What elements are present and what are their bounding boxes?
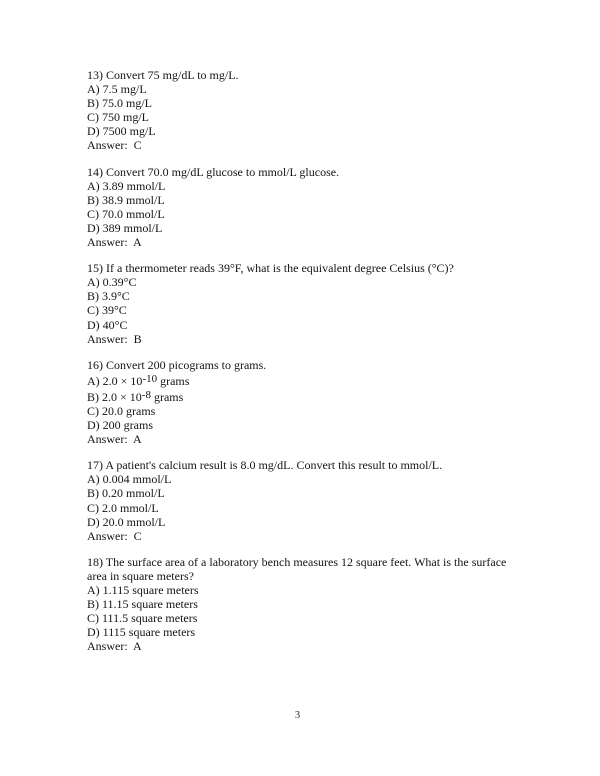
question-prompt: 17) A patient's calcium result is 8.0 mg/dL. Convert this result to mmol/L. <box>87 458 443 473</box>
choice-line: B) 75.0 mg/L <box>87 96 152 111</box>
answer-line: Answer: A <box>87 432 142 447</box>
superscript-exponent: -8 <box>141 388 151 401</box>
choice-line: B) 11.15 square meters <box>87 597 198 612</box>
answer-line: Answer: A <box>87 639 142 654</box>
choice-line: B) 38.9 mmol/L <box>87 192 165 207</box>
answer-line: Answer: C <box>87 138 142 153</box>
choice-line: A) 3.89 mmol/L <box>87 178 166 193</box>
answer-line: Answer: B <box>87 331 142 346</box>
question-block <box>87 458 515 543</box>
choice-line: D) 1115 square meters <box>87 625 196 640</box>
question-block <box>87 555 515 654</box>
choice-line: C) 20.0 grams <box>87 403 156 418</box>
choice-line: C) 39°C <box>87 303 127 318</box>
choice-line: A) 0.39°C <box>87 275 137 290</box>
choice-line: C) 70.0 mmol/L <box>87 206 165 221</box>
choice-line: C) 2.0 mmol/L <box>87 500 159 515</box>
question-prompt: 18) The surface area of a laboratory bench measures 12 square feet. What is the surface <box>87 554 507 569</box>
question-block <box>87 358 515 447</box>
question-prompt: 15) If a thermometer reads 39°F, what is the equivalent degree Celsius (°C)? <box>87 261 454 276</box>
page-number: 3 <box>294 710 301 721</box>
choice-line: D) 20.0 mmol/L <box>87 514 166 529</box>
question-prompt: area in square meters? <box>87 568 194 583</box>
choice-line: B) 2.0 × 10-8 grams <box>87 388 184 404</box>
answer-line: Answer: A <box>87 235 142 250</box>
choice-line: D) 7500 mg/L <box>87 124 156 139</box>
choice-line: D) 40°C <box>87 317 128 332</box>
question-prompt: 16) Convert 200 picograms to grams. <box>87 357 267 372</box>
questions-container <box>87 68 515 665</box>
question-prompt: 13) Convert 75 mg/dL to mg/L. <box>87 68 239 82</box>
choice-line: B) 0.20 mmol/L <box>87 486 165 501</box>
choice-line: A) 0.004 mmol/L <box>87 472 172 487</box>
answer-line: Answer: C <box>87 528 142 543</box>
choice-line: A) 7.5 mg/L <box>87 82 147 97</box>
superscript-exponent: -10 <box>142 372 158 385</box>
choice-line: A) 2.0 × 10-10 grams <box>87 372 190 388</box>
question-block <box>87 68 515 153</box>
choice-line: C) 750 mg/L <box>87 110 149 125</box>
choice-line: A) 1.115 square meters <box>87 583 199 597</box>
question-block <box>87 165 515 250</box>
choice-line: B) 3.9°C <box>87 289 130 304</box>
question-prompt: 14) Convert 70.0 mg/dL glucose to mmol/L glucose. <box>87 164 340 179</box>
question-block <box>87 261 515 346</box>
choice-line: D) 200 grams <box>87 418 153 433</box>
choice-line: C) 111.5 square meters <box>87 611 198 626</box>
choice-line: D) 389 mmol/L <box>87 220 163 235</box>
